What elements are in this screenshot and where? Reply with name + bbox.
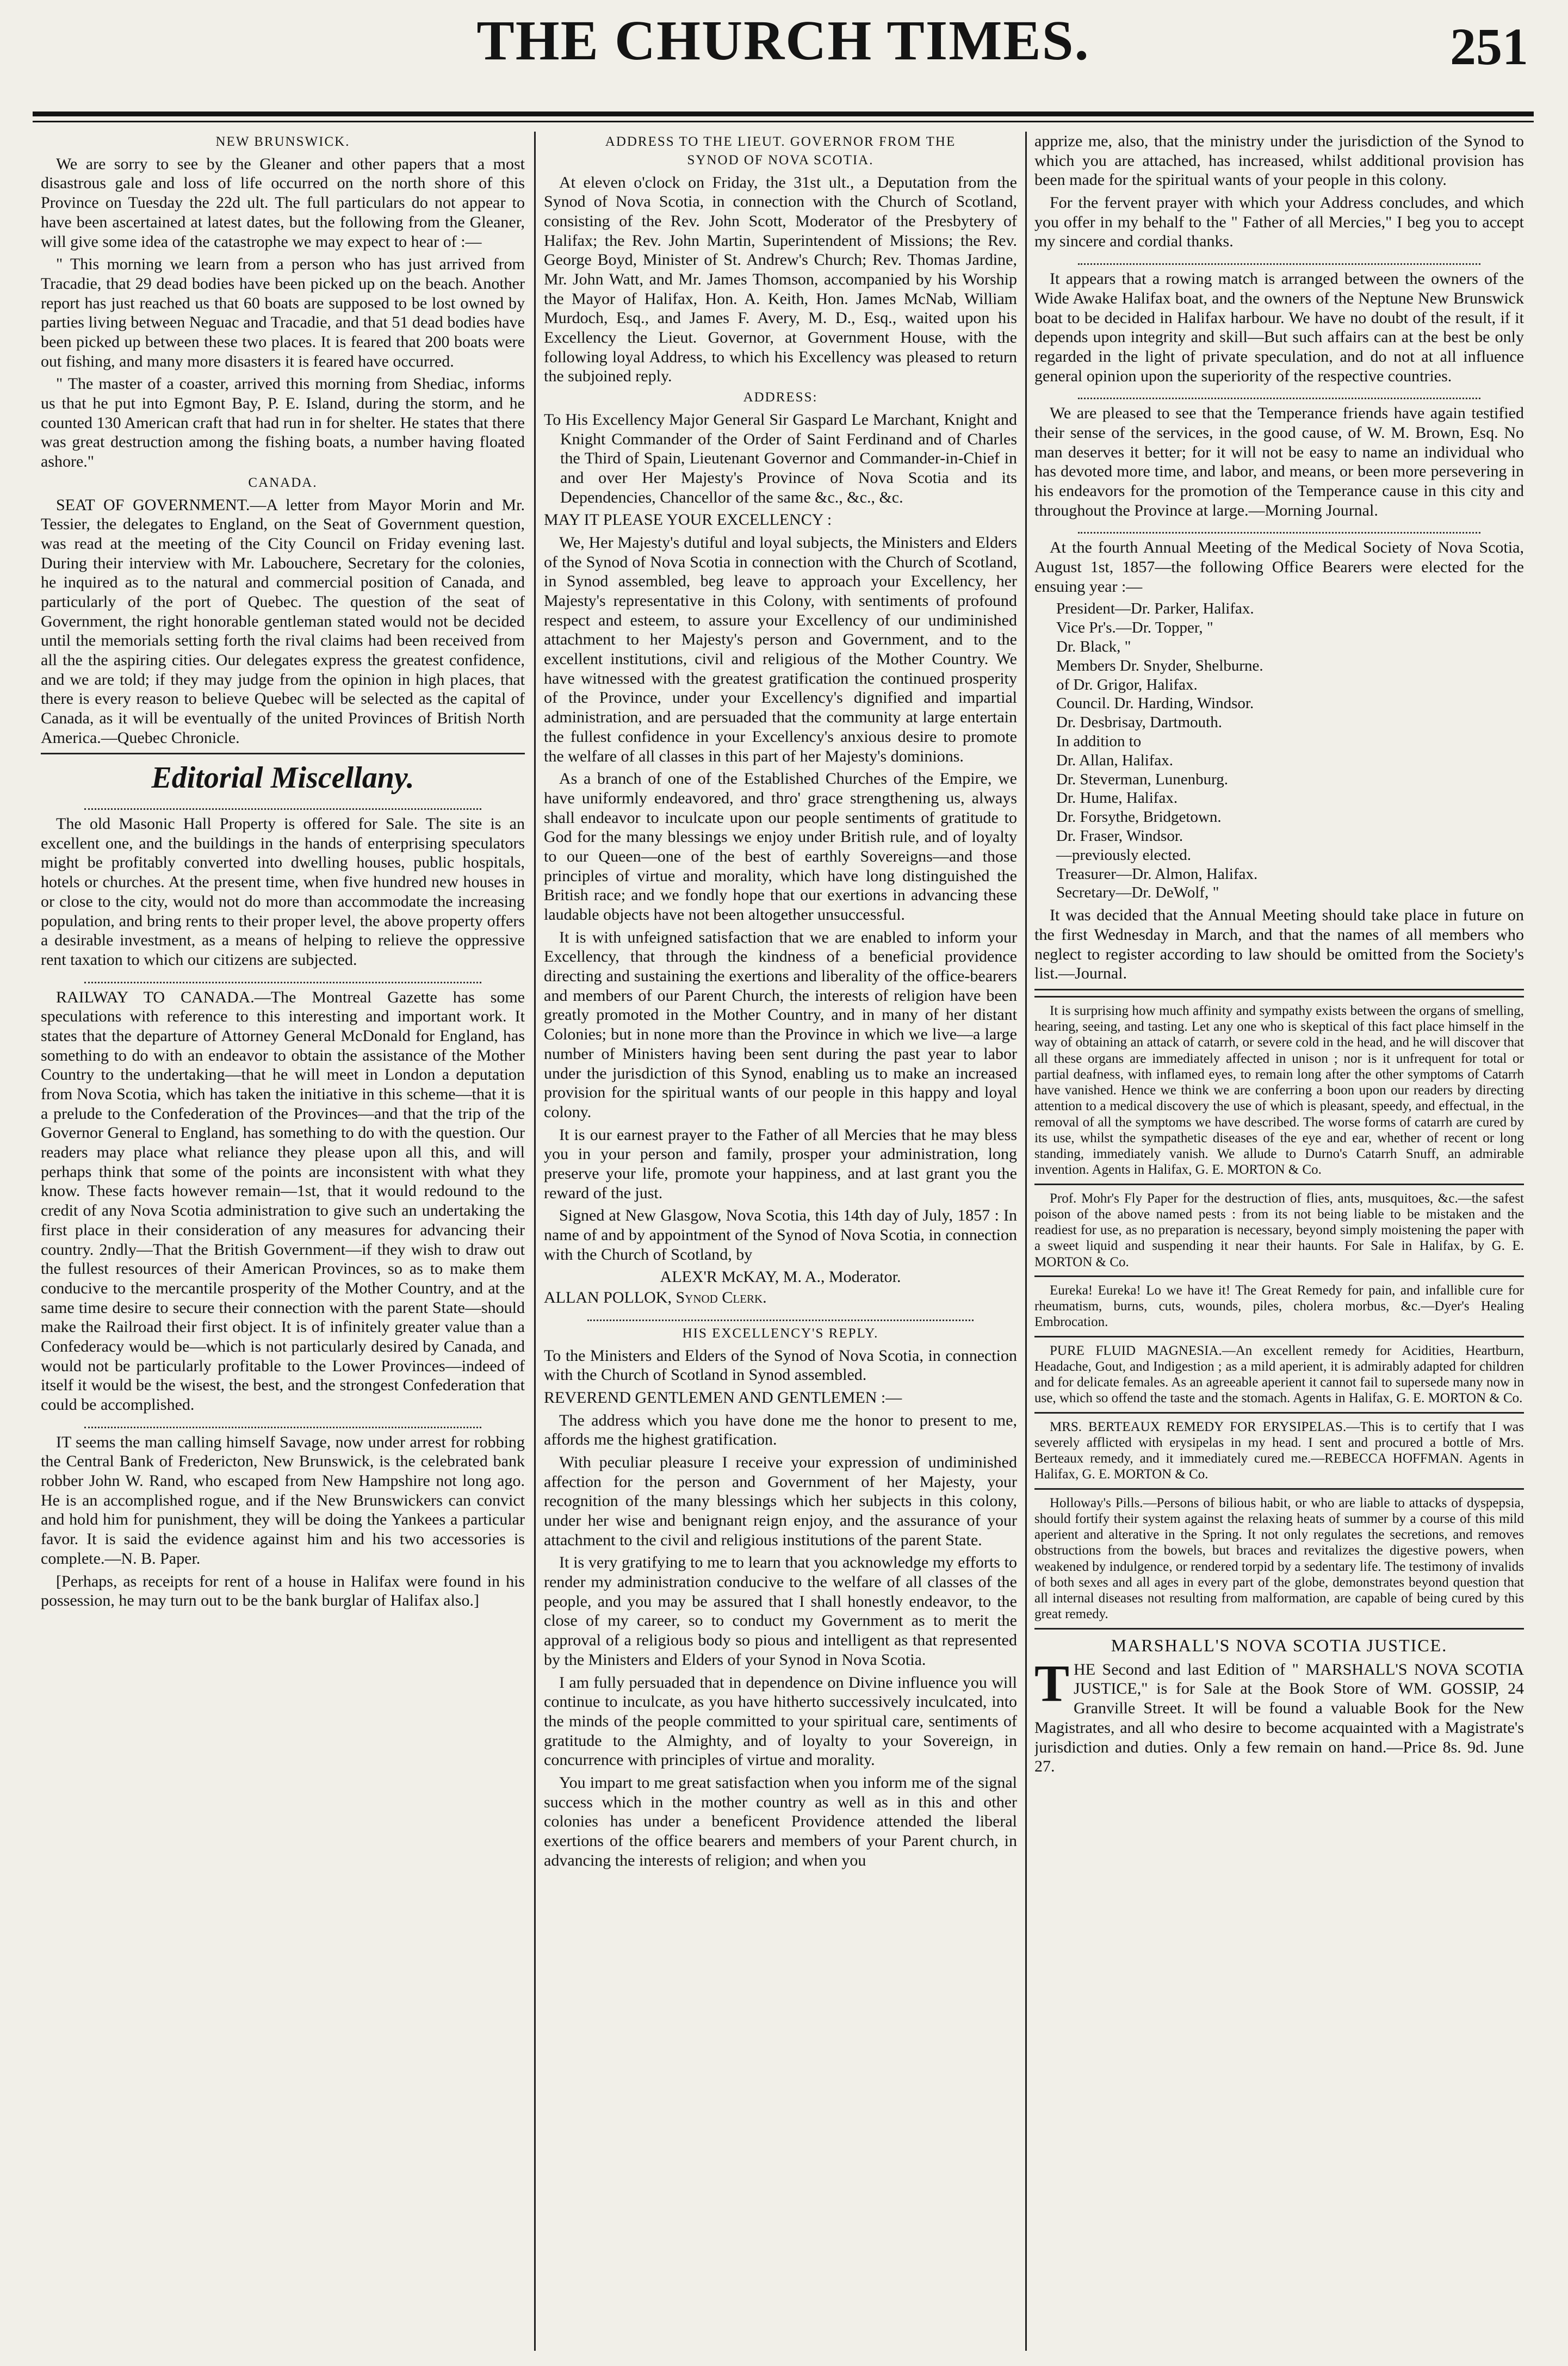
article-paragraph: With peculiar pleasure I receive your expression of undiminished affection for the person and Government of her Majesty, your recognition of the many blessings which her subjects in this colony, under her wise and benignant reign enjoy, and the assurance of your attachment to the civil and religious institutions of the parent State. xyxy=(544,1453,1017,1549)
section-heading: ADDRESS TO THE LIEUT. GOVERNOR FROM THE xyxy=(605,134,956,149)
signature: ALLAN POLLOK, Synod Clerk. xyxy=(544,1289,767,1307)
officer-entry: Dr. Allan, Halifax. xyxy=(1056,751,1174,769)
article-paragraph: SEAT OF GOVERNMENT.—A letter from Mayor Morin and Mr. Tessier, the delegates to England, on the Seat of Government question, was read at the meeting of the City Council on Friday evening last. During their interview with Mr. Labouchere, Secretary for the colonies, he inquired as to the natural and commercial position of Canada, and particularly of the port of Quebec. The question of the seat of Government, the right honorable gentleman stated would not be decided until the memorials setting forth the rival claims had been received from all the the aspiring cities. Our delegates express the greatest confidence, and we are told; if they may judge from the opinion in high places, that there is every reason to believe Quebec will be selected as the capital of Canada, as it will be eventually of the united Provinces of British North America.—Quebec Chronicle. xyxy=(41,496,525,747)
section-separator xyxy=(1034,1275,1524,1277)
section-separator xyxy=(1034,1184,1524,1185)
article-paragraph: " This morning we learn from a person who has just arrived from Tracadie, that 29 dead bodies have been picked up on the beach. Another report has just reached us that 60 boats are supposed to be lost owned by parties living between Neguac and Tracadie, and that 51 dead bodies have been picked up between these two places. It is feared that 200 boats were out fishing, and many more disasters it is feared have occurred. xyxy=(41,255,525,370)
page-number: 251 xyxy=(1450,17,1528,76)
article-paragraph: IT seems the man calling himself Savage, now under arrest for robbing the Central Bank of Fredericton, New Brunswick, is the celebrated bank robber John W. Rand, who escaped from New Hampshire not long ago. He is an accomplished rogue, and if the New Brunswickers can convict and hold him for punishment, they will be doing the Yankees a particular favor. It is said the evidence against him and his two accessories is complete.—N. B. Paper. xyxy=(41,1433,525,1568)
article-paragraph: At eleven o'clock on Friday, the 31st ult., a Deputation from the Synod of Nova Scotia, in connection with the Church of Scotland, consisting of the Rev. John Scott, Moderator of the Presbytery of Halifax; the Rev. John Martin, Superintendent of Missions; the Rev. George Boyd, Minister of St. Andrew's Church; Rev. Thomas Jardine, Mr. John Watt, and Mr. James Thomson, accompanied by his Worship the Mayor of Halifax, Hon. A. Keith, Hon. James McNab, William Murdoch, Esq., and James F. Avery, M. D., Esq., waited upon his Excellency the Lieut. Governor, at Government House, with the following loyal Address, to which his Excellency was pleased to return the subjoined reply. xyxy=(544,173,1017,386)
advertisement xyxy=(1034,1653,1524,1776)
officer-entry: Vice Pr's.—Dr. Topper, " xyxy=(1056,619,1213,637)
officer-entry: In addition to xyxy=(1056,733,1142,751)
section-heading: CANADA. xyxy=(248,475,318,490)
section-separator xyxy=(41,753,525,754)
officer-entry: President—Dr. Parker, Halifax. xyxy=(1056,600,1254,618)
editorial-heading: Editorial Miscellany. xyxy=(151,761,414,795)
officer-entry: Members Dr. Snyder, Shelburne. xyxy=(1056,656,1263,674)
drop-cap: T xyxy=(1034,1653,1070,1712)
section-heading: NEW BRUNSWICK. xyxy=(215,134,350,149)
ornamental-rule xyxy=(84,1419,481,1428)
article-paragraph: " The master of a coaster, arrived this morning from Shediac, informs us that he put into Egmont Bay, P. E. Island, during the storm, and he counted 130 American craft that had run in for shelter. He states that there was great destruction among the fishing boats, a number having floated ashore." xyxy=(41,375,525,471)
officer-entry: Dr. Fraser, Windsor. xyxy=(1056,827,1183,845)
column-2 xyxy=(544,132,1017,2351)
advertisement: Eureka! Eureka! Lo we have it! The Great Remedy for pain, and infallible cure for rheumatism, burns, cuts, wounds, piles, cholera morbus, &c.—Dyer's Healing Embrocation. xyxy=(1034,1283,1524,1330)
article-paragraph: It is with unfeigned satisfaction that we are enabled to inform your Excellency, that through the kindness of a beneficial providence directing and sustaining the exertions and liberality of the office-bearers and members of our Parent Church, the interests of religion have been greatly promoted in the Mother Country, and in many of her distant Colonies; but in none more than the Province in which we live—a large number of Ministers having been sent during the past year to labor under the jurisdiction of this Synod, enabling us to make an increased provision for the spiritual wants of our people in this happy and loyal colony. xyxy=(544,928,1017,1121)
article-paragraph: Signed at New Glasgow, Nova Scotia, this 14th day of July, 1857 : In name of and by appointment of the Synod of Nova Scotia, in connection with the Church of Scotland, by xyxy=(544,1206,1017,1263)
newspaper-title: THE CHURCH TIMES. xyxy=(476,9,1090,72)
column-3 xyxy=(1034,132,1524,2351)
officer-entry: Dr. Desbrisay, Dartmouth. xyxy=(1056,714,1222,732)
ornamental-rule xyxy=(84,801,481,810)
article-paragraph: apprize me, also, that the ministry under the jurisdiction of the Synod to which you are attached, has increased, whilst additional provision has been made for the spiritual wants of your people in this colony. xyxy=(1034,132,1524,189)
article-paragraph: We are pleased to see that the Temperance friends have again testified their sense of the services, in the good cause, of W. M. Brown, Esq. No man deserves it better; for it will not be easy to name an individual who has devoted more time, and labor, and means, or been more persevering in his endeavors for the promotion of the Temperance cause in this city and throughout the Province at large.—Morning Journal. xyxy=(1034,404,1524,519)
section-separator xyxy=(1034,996,1524,998)
article-paragraph: The old Masonic Hall Property is offered for Sale. The site is an excellent one, and the buildings in the hands of enterprising speculators might be profitably converted into dwelling houses, public hospitals, hotels or churches. At the present time, when five hundred new houses in or close to the city, would not do more than accommodate the increasing population, and bring rents to their proper level, the above property offers a desirable investment, as a means of helping to relieve the oppressive rent taxation to which our citizens are subjected. xyxy=(41,815,525,969)
address-salutation: To His Excellency Major General Sir Gaspard Le Marchant, Knight and Knight Commander of the Order of Saint Ferdinand and of Charles the Third of Spain, Lieutenant Governor and Commander-in-Chief in and over Her Majesty's Province of Nova Scotia and its Dependencies, Chancellor of the same &c., &c., &c. xyxy=(544,410,1017,506)
section-heading: HIS EXCELLENCY'S REPLY. xyxy=(682,1326,879,1341)
article-paragraph: We, Her Majesty's dutiful and loyal subjects, the Ministers and Elders of the Synod of Nova Scotia in connection with the Church of Scotland, in Synod assembled, beg leave to approach your Excellency, her Majesty's representative in this Colony, with sentiments of profound respect and esteem, to assure your Excellency of our undiminished attachment to her Majesty's person and Government, and to the excellent institutions, civil and religious of the Mother Country. We have witnessed with the greatest gratification the continued prosperity of the Province, under your Excellency's dignified and impartial administration, and are persuaded that the community at large entertain the fullest confidence in your Excellency's anxious desire to promote the welfare of all classes in this part of her Majesty's dominions. xyxy=(544,533,1017,765)
reply-greeting: REVEREND GENTLEMEN AND GENTLEMEN :— xyxy=(544,1388,902,1407)
section-separator xyxy=(1034,1628,1524,1630)
section-separator xyxy=(1034,1336,1524,1337)
officer-entry: Dr. Steverman, Lunenburg. xyxy=(1056,770,1228,788)
masthead-rule xyxy=(33,112,1534,116)
article-paragraph: For the fervent prayer with which your Address concludes, and which you offer in my behalf to the " Father of all Mercies," I beg you to accept my sincere and cordial thanks. xyxy=(1034,194,1524,251)
section-separator xyxy=(1034,1412,1524,1414)
officer-entry: Dr. Forsythe, Bridgetown. xyxy=(1056,808,1222,826)
article-paragraph: You impart to me great satisfaction when you inform me of the signal success which in the mother country as well as in this and other colonies has under a beneficent Providence attended the liberal exertions of the office bearers and members of your Parent church, in advancing the interests of religion; and when you xyxy=(544,1773,1017,1869)
article-paragraph: It appears that a rowing match is arranged between the owners of the Wide Awake Halifax boat, and the owners of the Neptune New Brunswick boat to be decided in Halifax harbour. We have no doubt of the result, if it depends upon integrity and skill—But such affairs can at the best be only regarded in the light of private speculation, and do not at all influence general opinion upon the superiority of the respective countries. xyxy=(1034,270,1524,385)
officer-entry: —previously elected. xyxy=(1056,846,1192,864)
section-heading: ADDRESS: xyxy=(743,390,818,405)
officer-entry: Dr. Hume, Halifax. xyxy=(1056,789,1178,807)
article-paragraph: It is our earnest prayer to the Father of all Mercies that he may bless you in your person and family, prosper your administration, long preserve your life, promote your happiness, and at last grant you the reward of the just. xyxy=(544,1125,1017,1202)
masthead xyxy=(33,0,1534,109)
ornamental-rule xyxy=(1078,524,1480,534)
officer-entry: of Dr. Grigor, Halifax. xyxy=(1056,676,1198,693)
article-paragraph: At the fourth Annual Meeting of the Medical Society of Nova Scotia, August 1st, 1857—the following Office Bearers were elected for the ensuing year :— xyxy=(1034,538,1524,596)
section-heading: SYNOD OF NOVA SCOTIA. xyxy=(687,152,874,168)
reply-address: To the Ministers and Elders of the Synod of Nova Scotia, in connection with the Church of Scotland in Synod assembled. xyxy=(544,1346,1017,1384)
advertisement: PURE FLUID MAGNESIA.—An excellent remedy for Acidities, Heartburn, Headache, Gout, and Indigestion ; as a mild aperient, it is admirably adapted for children and for delicate females. As an agreeable aperient it cannot fail to supersede many now in use, which so offend the taste and the stomach. Agents in Halifax, G. E. MORTON & Co. xyxy=(1034,1343,1524,1406)
section-separator xyxy=(1034,989,1524,990)
column-divider xyxy=(1025,132,1027,2351)
article-paragraph: It was decided that the Annual Meeting should take place in future on the first Wednesday in March, and that the names of all members who neglect to register according to law should be omitted from the Society's list.—Journal. xyxy=(1034,906,1524,983)
article-paragraph: As a branch of one of the Established Churches of the Empire, we have uniformly endeavored, and thro' grace strengthening us, always shall endeavor to inculcate upon our people sentiments of gratitude to God for the many blessings we enjoy under British rule, and of loyalty to our Queen—one of the best of earthly Sovereigns—and those principles of virtue and morality, which have long distinguished the British race; and we fondly hope that our exertions in advancing these laudable objects have not been altogether unsuccessful. xyxy=(544,770,1017,924)
ornamental-rule xyxy=(1078,390,1480,399)
article-paragraph: I am fully persuaded that in dependence on Divine influence you will continue to inculcate, as you have hitherto successively inculcated, into the minds of the people committed to your spiritual care, sentiments of gratitude to the Almighty, and of loyalty to your Sovereign, in concurrence with principles of virtue and morality. xyxy=(544,1673,1017,1769)
advertisement-body: HE Second and last Edition of " MARSHALL'S NOVA SCOTIA JUSTICE," is for Sale at the Book Store of WM. GOSSIP, 24 Granville Street. It will be found a valuable Book for the New Magistrates, and all who desire to become acquainted with a Magistrate's jurisdiction and duties. Only a few remain on hand.—Price 8s. 9d. June 27. xyxy=(1034,1660,1524,1776)
advertisement: Prof. Mohr's Fly Paper for the destruction of flies, ants, musquitoes, &c.—the safest poison of the above named pests : from its not being liable to be mistaken and the readiest for use, as no preparation is necessary, beyond simply moistening the paper with a sweet liquid and suspending it near their haunts. For Sale in Halifax, by G. E. MORTON & Co. xyxy=(1034,1191,1524,1269)
section-separator xyxy=(1034,1488,1524,1490)
officer-entry: Dr. Black, " xyxy=(1056,638,1131,656)
column-1 xyxy=(41,132,525,2351)
advertisement: Holloway's Pills.—Persons of bilious habit, or who are liable to attacks of dyspepsia, should fortify their system against the relaxing heats of summer by a course of this mild aperient and alterative in the Spring. It not only regulates the secretions, and removes obstructions from the bowels, but braces and revitalizes the digestive powers, when weakened by indulgence, or rendered torpid by a sedentary life. The testimony of invalids of both sexes and all ages in every part of the globe, demonstrates beyond question that all internal diseases not resulting from malformation, are capable of being cured by this great remedy. xyxy=(1034,1495,1524,1622)
masthead-rule-thin xyxy=(33,121,1534,122)
ornamental-rule xyxy=(84,974,481,983)
advertisement-heading: MARSHALL'S NOVA SCOTIA JUSTICE. xyxy=(1111,1635,1448,1655)
article-paragraph: We are sorry to see by the Gleaner and other papers that a most disastrous gale and loss of life occurred on the north shore of this Province on Tuesday the 22d ult. The full particulars do not appear to have been ascertained at latest dates, but the following from the Gleaner, will give some idea of the catastrophe we may expect to hear of :— xyxy=(41,154,525,251)
article-paragraph: RAILWAY TO CANADA.—The Montreal Gazette has some speculations with reference to this interesting and important work. It states that the departure of Attorney General McDonald for England, has something to do with an endeavor to obtain the assistance of the Mother Country to the undertaking—that he will meet in London a deputation from Nova Scotia, which has taken the initiative in this scheme—that it is a prelude to the Confederation of the Provinces—and that the trip of the Governor General to England, has something to do with the question. Our readers may place what reliance they please upon all this, and will perhaps think that some of the points are inconsistent with what they know. These facts however remain—1st, that it would redound to the credit of any Nova Scotia administration to give such an undertaking the first place in their consideration of any measures for advancing their country. 2ndly—That the British Government—if they wish to draw out the fullest resources of their American Provinces, so as to make them conducive to the mercantile prosperity of the Mother Country, and at the same time desire to secure their connection with the parent State—should make the Railroad their first object. It is of infinitely greater value than a Confederacy would be—which is not particularly desired by Canada, and would not be particularly profitable to the Lower Provinces—indeed of itself it would be the wisest, the best, and the strongest Confederation that could be accomplished. xyxy=(41,988,525,1414)
officer-list xyxy=(1056,599,1524,902)
officer-entry: Council. Dr. Harding, Windsor. xyxy=(1056,695,1254,713)
article-paragraph: It is very gratifying to me to learn that you acknowledge my efforts to render my administration conducive to the welfare of all classes of the people, and you may be assured that I shall honestly endeavor, to the close of my career, so to conduct my Government as to merit the approval of a religious body so pious and intelligent as that represented by the Ministers and Elders of your Synod in Nova Scotia. xyxy=(544,1553,1017,1669)
officer-entry: Treasurer—Dr. Almon, Halifax. xyxy=(1056,865,1258,883)
ornamental-rule xyxy=(1078,256,1480,265)
address-opening: MAY IT PLEASE YOUR EXCELLENCY : xyxy=(544,511,832,529)
signature: ALEX'R McKAY, M. A., Moderator. xyxy=(660,1268,901,1286)
column-divider xyxy=(534,132,536,2351)
article-paragraph: The address which you have done me the honor to present to me, affords me the highest gratification. xyxy=(544,1411,1017,1449)
advertisement: It is surprising how much affinity and sympathy exists between the organs of smelling, hearing, seeing, and tasting. Let any one who is skeptical of this fact place himself in the way of obtaining an attack of catarrh, or severe cold in the head, and he will discover that all these organs are immediately affected in unison ; nor is it unfrequent for total or partial deafness, with inflamed eyes, to remain long after the other symptoms of Catarrh have vanished. Hence we think we are conferring a boon upon our readers by directing attention to a medical discovery the use of which is pleasant, speedy, and effectual, in the removal of all the symptoms we have described. The worse forms of catarrh are cured by its use, whilst the sympathetic diseases of the eye and ear, whether of recent or long standing, immediately vanish. We allude to Durno's Catarrh Snuff, an admirable invention. Agents in Halifax, G. E. MORTON & Co. xyxy=(1034,1003,1524,1178)
advertisement: MRS. BERTEAUX REMEDY FOR ERYSIPELAS.—This is to certify that I was severely afflicted with erysipelas in my head. I sent and procured a bottle of Mrs. Berteaux remedy, and it immediately cured me.—REBECCA HOFFMAN. Agents in Halifax, G. E. MORTON & Co. xyxy=(1034,1419,1524,1482)
article-paragraph: [Perhaps, as receipts for rent of a house in Halifax were found in his possession, he may turn out to be the bank burglar of Halifax also.] xyxy=(41,1572,525,1610)
officer-entry: Secretary—Dr. DeWolf, " xyxy=(1056,884,1219,902)
ornamental-rule xyxy=(587,1312,974,1321)
